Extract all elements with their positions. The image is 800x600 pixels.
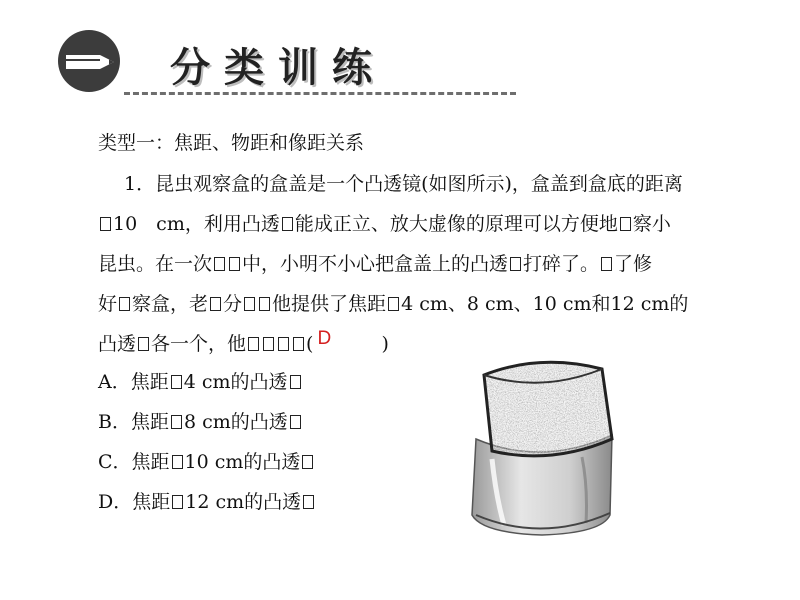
option-b[interactable] — [98, 410, 303, 434]
question-text-2c: 能成正立、放大虚像的原理可以方便地 — [294, 213, 618, 235]
question-text-2d: 察小 — [632, 213, 671, 235]
missing-glyph — [259, 297, 270, 311]
question-text-5a: 凸透 — [98, 333, 137, 355]
missing-glyph — [302, 455, 313, 469]
missing-glyph — [210, 297, 221, 311]
question-text-4c: 分 — [223, 293, 243, 315]
question-text-4e: 4 cm、8 cm、10 cm和12 cm的 — [401, 293, 689, 315]
answer-paren-close: ) — [381, 333, 389, 355]
answer-paren-open: ( — [306, 333, 314, 355]
question-line-1 — [124, 172, 683, 196]
question-line-5 — [98, 328, 389, 356]
missing-glyph — [278, 337, 289, 351]
option-a-value: 4 cm的凸透 — [183, 371, 288, 393]
missing-glyph — [119, 297, 130, 311]
question-text-4d: 他提供了焦距 — [272, 293, 387, 315]
question-line-4 — [98, 292, 688, 316]
question-text-4a: 好 — [98, 293, 118, 315]
missing-glyph — [290, 415, 301, 429]
question-text-3b: 中，小明不小心把盒盖上的凸透 — [242, 253, 509, 275]
option-d-prefix: D．焦距 — [98, 491, 171, 513]
missing-glyph — [171, 375, 182, 389]
missing-glyph — [172, 495, 183, 509]
option-a-prefix: A．焦距 — [98, 371, 169, 393]
missing-glyph — [293, 337, 304, 351]
question-line-3 — [98, 252, 652, 276]
missing-glyph — [263, 337, 274, 351]
question-text-3a: 昆虫。在一次 — [98, 253, 213, 275]
missing-glyph — [601, 257, 612, 271]
question-text-4b: 察盒，老 — [132, 293, 209, 315]
missing-glyph — [171, 415, 182, 429]
missing-glyph — [172, 455, 183, 469]
option-a[interactable] — [98, 370, 303, 394]
answer-text: D — [317, 328, 332, 349]
missing-glyph — [282, 217, 293, 231]
question-line-2 — [98, 212, 671, 236]
section-heading: 类型一：焦距、物距和像距关系 — [98, 132, 365, 154]
option-c-value: 10 cm的凸透 — [184, 451, 301, 473]
missing-glyph — [244, 297, 255, 311]
missing-glyph — [290, 375, 301, 389]
option-d[interactable] — [98, 490, 316, 514]
question-text-3c: 打碎了。 — [523, 253, 600, 275]
question-text-1: 1．昆虫观察盒的盒盖是一个凸透镜(如图所示)，盒盖到盒底的距离 — [124, 173, 683, 195]
missing-glyph — [138, 337, 149, 351]
question-text-3d: 了修 — [614, 253, 653, 275]
missing-glyph — [303, 495, 314, 509]
missing-glyph — [388, 297, 399, 311]
missing-glyph — [248, 337, 259, 351]
missing-glyph — [620, 217, 631, 231]
missing-glyph — [214, 257, 225, 271]
option-d-value: 12 cm的凸透 — [185, 491, 302, 513]
option-c[interactable] — [98, 450, 315, 474]
missing-glyph — [100, 217, 111, 231]
option-b-value: 8 cm的凸透 — [183, 411, 288, 433]
insect-box-photo — [462, 347, 617, 539]
question-text-5b: 各一个，他 — [151, 333, 247, 355]
missing-glyph — [229, 257, 240, 271]
page-title: 分类训练 — [170, 45, 386, 91]
question-text-2b: 10 cm，利用凸透 — [113, 213, 280, 235]
missing-glyph — [510, 257, 521, 271]
option-c-prefix: C．焦距 — [98, 451, 170, 473]
option-b-prefix: B．焦距 — [98, 411, 169, 433]
